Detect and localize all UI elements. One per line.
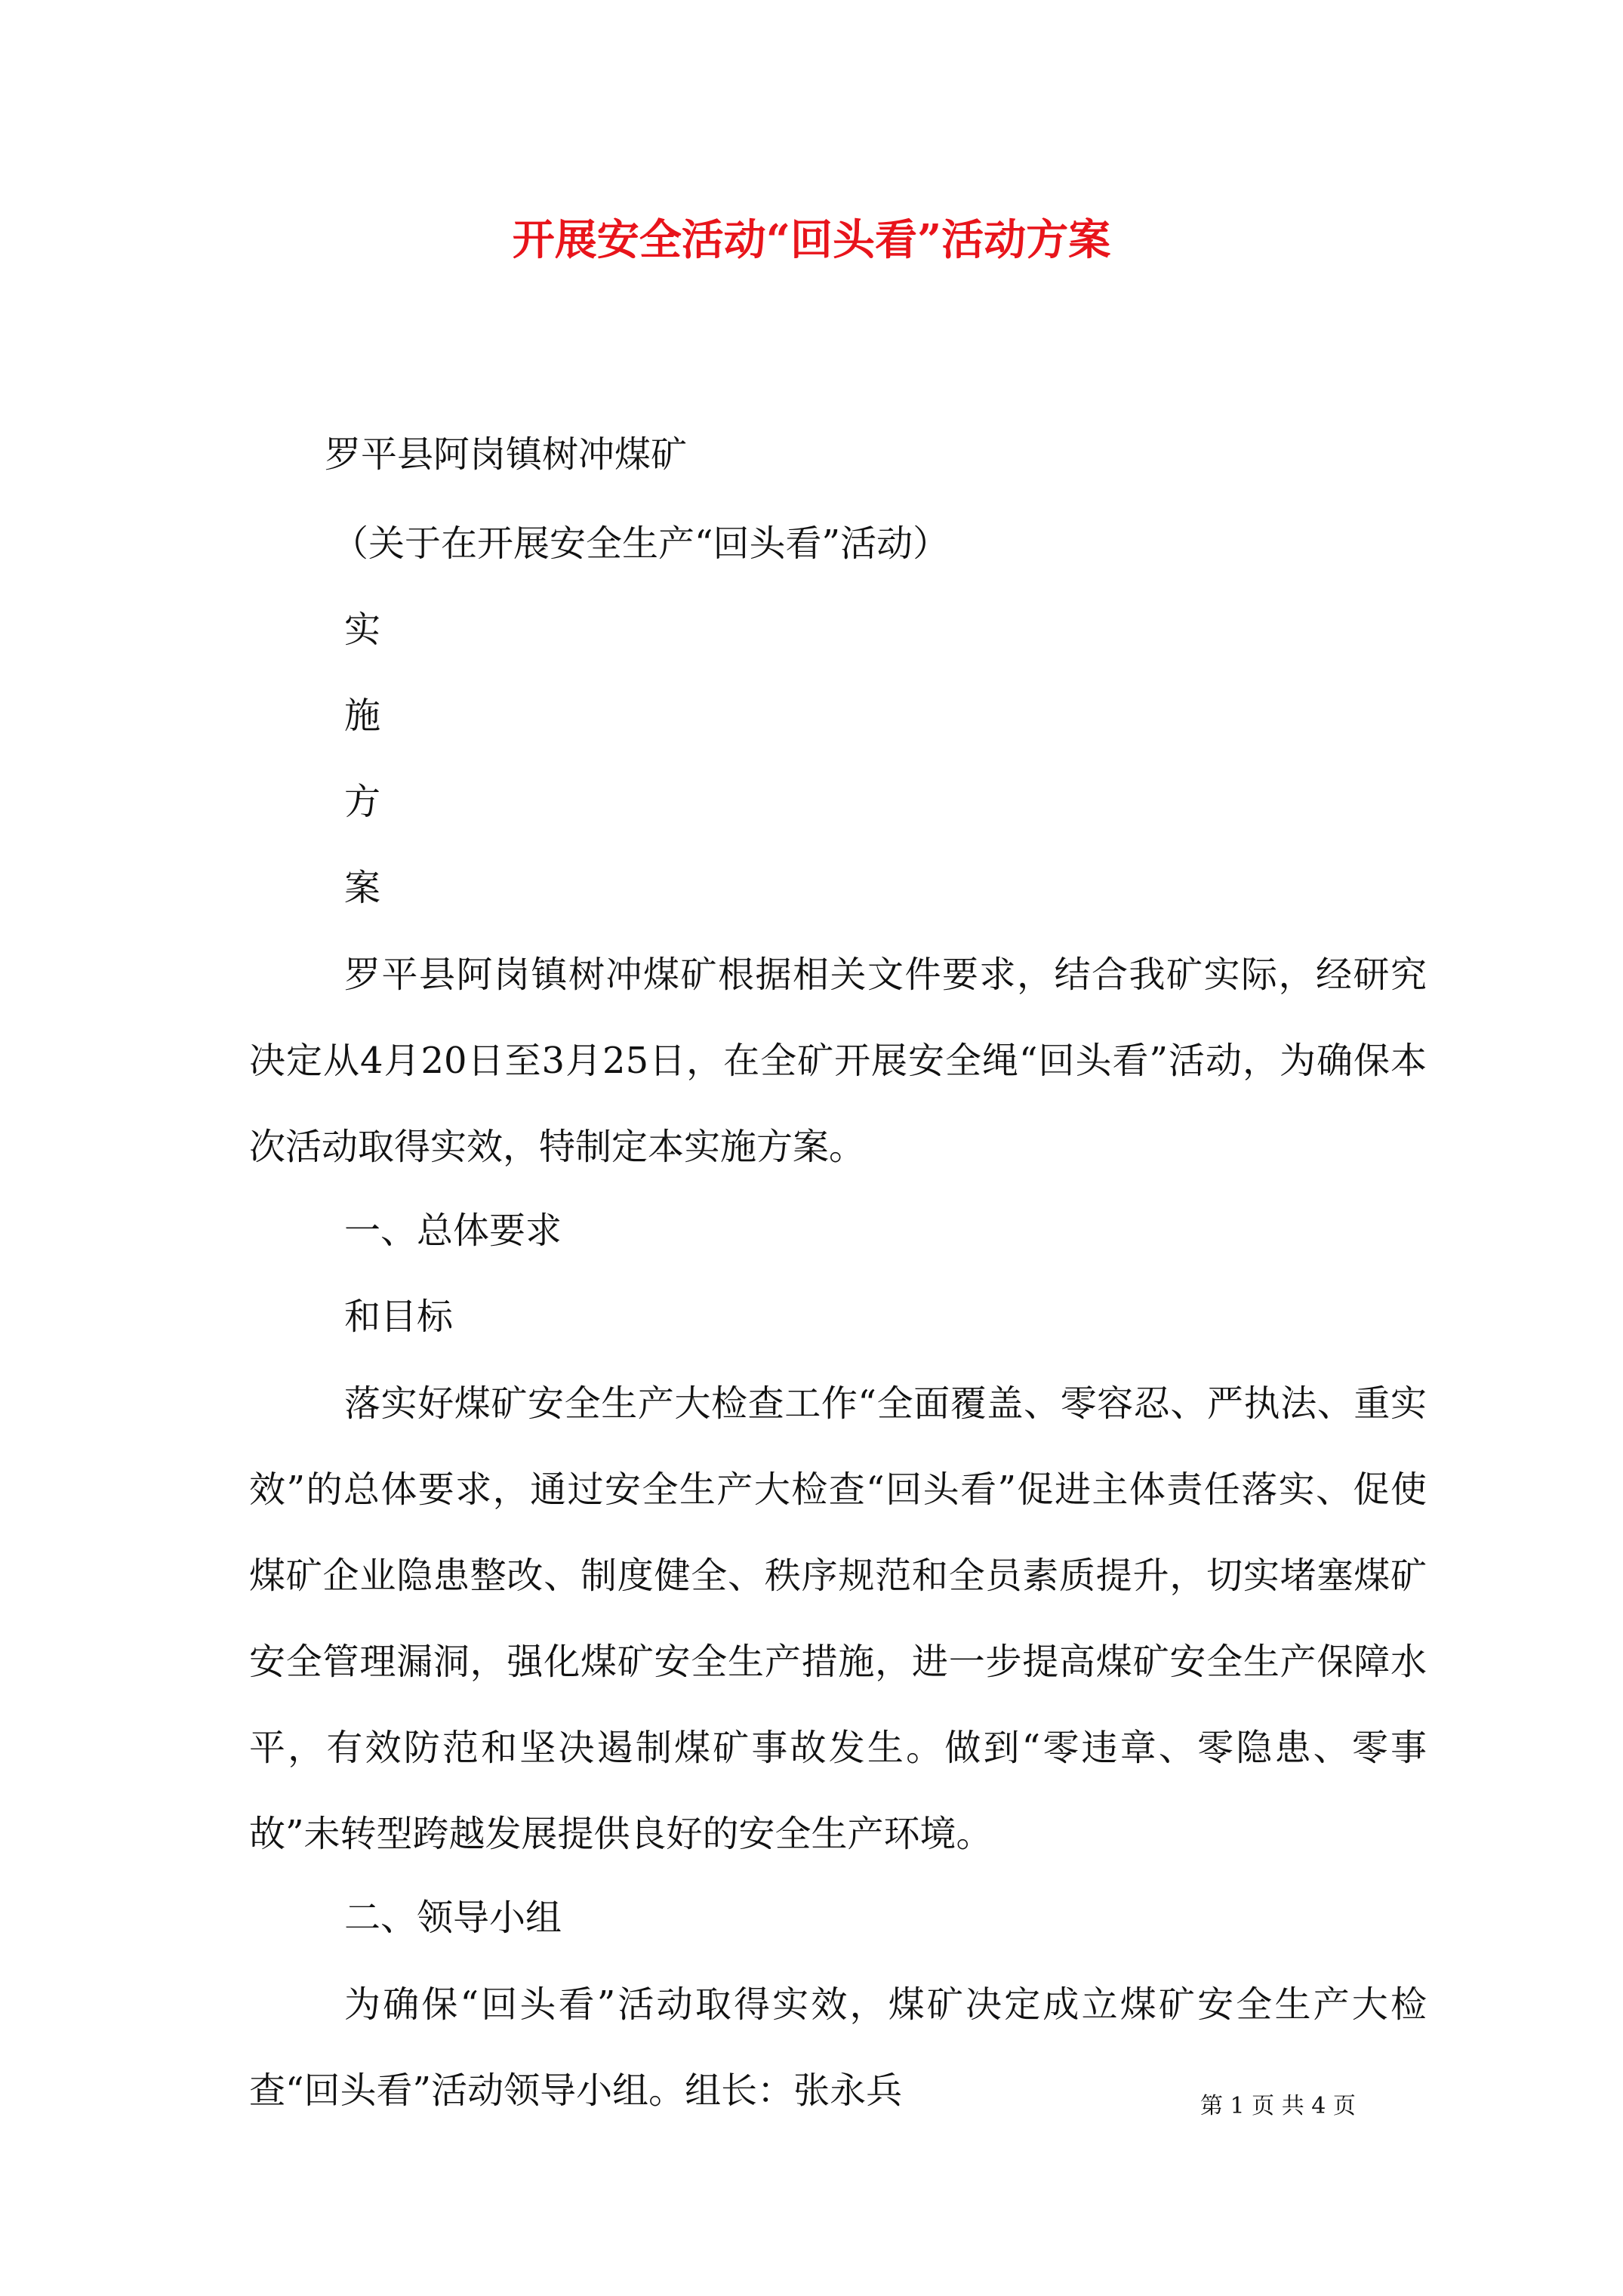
vertical-char-3: 方 [344,781,381,823]
org-name: 罗平县阿岗镇树冲煤矿 [325,433,688,476]
document-title: 开展安全活动“回头看”活动方案 [512,215,1111,265]
intro-paragraph: 罗平县阿岗镇树冲煤矿根据相关文件要求，结合我矿实际，经研究决定从4月20日至3月25日，在全矿开展安全绳“回头看”活动，为确保本次活动取得实效，特制定本实施方案。 [249,954,1427,1168]
vertical-char-4: 案 [344,867,381,909]
vertical-char-2: 施 [344,695,381,737]
vertical-char-1: 实 [344,609,381,651]
section1-heading-cont: 和目标 [344,1296,454,1338]
section2-paragraph: 为确保“回头看”活动取得实效，煤矿决定成立煤矿安全生产大检查“回头看”活动领导小组。组长：张永兵 [249,1983,1427,2112]
subtitle: （关于在开展安全生产“回头看”活动） [332,522,950,565]
section1-paragraph: 落实好煤矿安全生产大检查工作“全面覆盖、零容忍、严执法、重实效”的总体要求，通过安全生产大检查“回头看”促进主体责任落实、促使煤矿企业隐患整改、制度健全、秩序规范和全员素质提升，切实堵塞煤矿安全管理漏洞，强化煤矿安全生产措施，进一步提高煤矿安全生产保障水平，有效防范和坚决遏制煤矿事故发生。做到“零违章、零隐患、零事故”未转型跨越发展提供良好的安全生产环境。 [249,1382,1427,1855]
page-number-footer: 第 1 页 共 4 页 [1200,2093,1356,2119]
section2-heading: 二、领导小组 [344,1897,562,1939]
section1-heading: 一、总体要求 [344,1210,562,1252]
